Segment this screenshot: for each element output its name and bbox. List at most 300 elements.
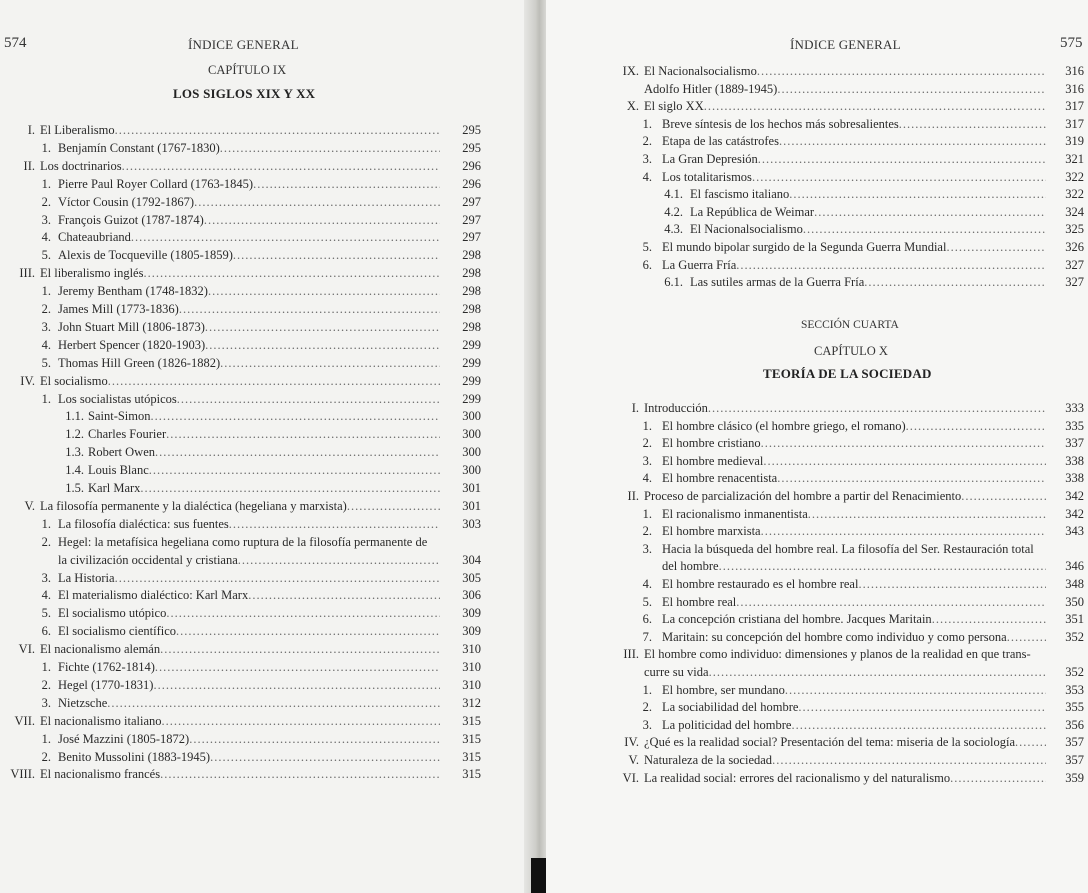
toc-entry-page: 322 bbox=[1065, 169, 1084, 184]
toc-entry-number: 4. bbox=[41, 337, 51, 352]
toc-entry-number: VII. bbox=[14, 713, 35, 728]
toc-entry-number: 1. bbox=[642, 418, 652, 433]
toc-entry-number: 2. bbox=[41, 302, 51, 316]
dot-leader bbox=[950, 770, 1046, 788]
toc-entry-number: 2. bbox=[642, 436, 652, 451]
toc-entry-title: Thomas Hill Green (1826-1882) bbox=[58, 355, 221, 370]
dot-leader bbox=[791, 717, 1046, 735]
dot-leader bbox=[785, 682, 1046, 700]
dot-leader bbox=[808, 506, 1046, 524]
toc-entry bbox=[546, 523, 1088, 541]
toc-entry-page: 305 bbox=[462, 570, 481, 585]
toc-entry bbox=[546, 186, 1088, 204]
toc-entry-title: Hacia la búsqueda del hombre real. La filosofía del Ser. Restauración total bbox=[662, 541, 1034, 556]
toc-entry bbox=[0, 337, 511, 355]
dot-leader bbox=[798, 699, 1046, 717]
toc-entry bbox=[0, 605, 511, 623]
toc-entry bbox=[546, 470, 1088, 488]
toc-entry-page: 357 bbox=[1065, 753, 1084, 767]
toc-entry-page: 351 bbox=[1065, 612, 1084, 627]
toc-entry-page: 352 bbox=[1065, 629, 1084, 644]
dot-leader bbox=[220, 140, 440, 158]
toc-entry bbox=[0, 552, 511, 570]
dot-leader bbox=[238, 552, 440, 570]
dot-leader bbox=[205, 319, 440, 337]
toc-entry-number: 2. bbox=[642, 700, 652, 715]
toc-entry-number: 3. bbox=[41, 212, 51, 227]
dot-leader bbox=[179, 301, 440, 319]
toc-entry bbox=[546, 400, 1088, 418]
toc-entry-page: 296 bbox=[462, 176, 481, 191]
toc-entry bbox=[0, 659, 511, 677]
toc-entry-title: Víctor Cousin (1792-1867) bbox=[58, 194, 195, 209]
toc-entry-title: curre su vida bbox=[644, 665, 709, 679]
dot-leader bbox=[210, 749, 440, 767]
dot-leader bbox=[763, 453, 1046, 471]
toc-entry-title: Pierre Paul Royer Collard (1763-1845) bbox=[58, 176, 254, 191]
toc-entry-title: Charles Fourier bbox=[88, 427, 167, 442]
dot-leader bbox=[176, 623, 440, 641]
toc-entry-title: Introducción bbox=[644, 401, 708, 415]
dot-leader bbox=[204, 212, 440, 230]
toc-entry-page: 324 bbox=[1065, 204, 1084, 219]
dot-leader bbox=[779, 133, 1046, 151]
toc-entry bbox=[546, 257, 1088, 275]
toc-entry bbox=[0, 641, 511, 659]
toc-entry-number: 4. bbox=[642, 471, 652, 486]
toc-entry-number: IV. bbox=[20, 373, 35, 388]
toc-entry-page: 309 bbox=[462, 606, 481, 621]
toc-entry-title: El socialismo bbox=[40, 373, 108, 388]
toc-entry-number: II. bbox=[23, 158, 35, 173]
toc-entry-title: El socialismo científico bbox=[58, 624, 177, 639]
chapter-x-label: CAPÍTULO X bbox=[814, 344, 888, 358]
toc-entry-number: 1. bbox=[642, 682, 652, 697]
toc-entry-number: VIII. bbox=[10, 767, 35, 782]
toc-entry-title: James Mill (1773-1836) bbox=[58, 302, 179, 316]
toc-entry bbox=[546, 558, 1088, 576]
toc-entry-title: Chateaubriand bbox=[58, 230, 131, 245]
toc-entry-title: la civilización occidental y cristiana bbox=[58, 552, 238, 567]
toc-entry-number: V. bbox=[628, 753, 639, 767]
toc-entry-title: Benito Mussolini (1883-1945) bbox=[58, 749, 211, 764]
toc-entry-title: El hombre como individuo: dimensiones y planos de la realidad en que trans- bbox=[644, 647, 1031, 662]
left-page bbox=[0, 0, 532, 893]
toc-entry-title: La sociabilidad del hombre bbox=[662, 700, 799, 715]
toc-entry-number: 1. bbox=[642, 506, 652, 521]
toc-entry-page: 333 bbox=[1065, 401, 1084, 415]
dot-leader bbox=[162, 713, 441, 731]
dot-leader bbox=[160, 641, 440, 659]
toc-entry-page: 321 bbox=[1065, 152, 1084, 166]
toc-entry bbox=[0, 283, 511, 301]
toc-entry-number: IX. bbox=[622, 64, 639, 78]
toc-entry bbox=[546, 133, 1088, 151]
toc-entry-title: El Nacionalsocialismo bbox=[644, 64, 757, 78]
toc-entry-number: VI. bbox=[18, 642, 35, 657]
toc-entry bbox=[0, 444, 511, 462]
dot-leader bbox=[155, 659, 440, 677]
toc-entry-title: Breve síntesis de los hechos más sobresalientes bbox=[662, 116, 899, 131]
toc-entry bbox=[0, 731, 511, 749]
toc-entry-title: El hombre cristiano bbox=[662, 436, 761, 451]
toc-entry-page: 306 bbox=[462, 588, 481, 603]
dot-leader bbox=[736, 257, 1046, 275]
toc-entry-title: El Nacionalsocialismo bbox=[690, 222, 803, 237]
toc-entry-number: VI. bbox=[622, 770, 639, 785]
dot-leader bbox=[719, 558, 1046, 576]
toc-entry-title: El hombre renacentista bbox=[662, 471, 778, 486]
toc-entry bbox=[0, 516, 511, 534]
dot-leader bbox=[194, 194, 440, 212]
toc-entry-title: Hegel (1770-1831) bbox=[58, 677, 154, 692]
dot-leader bbox=[166, 426, 440, 444]
toc-entry-title: El hombre clásico (el hombre griego, el romano) bbox=[662, 418, 906, 433]
dot-leader bbox=[906, 418, 1046, 436]
toc-entry bbox=[0, 587, 511, 605]
dot-leader bbox=[704, 98, 1046, 116]
toc-entry-title: Alexis de Tocqueville (1805-1859) bbox=[58, 248, 233, 263]
toc-entry-page: 338 bbox=[1065, 453, 1084, 468]
toc-entry-title: La concepción cristiana del hombre. Jacques Maritain bbox=[662, 612, 932, 627]
toc-entry-number: 6.1. bbox=[664, 275, 683, 290]
toc-entry bbox=[0, 462, 511, 480]
toc-entry-page: 356 bbox=[1065, 717, 1084, 732]
toc-entry-page: 335 bbox=[1065, 418, 1084, 433]
toc-entry-number: 5. bbox=[41, 248, 51, 263]
toc-entry-page: 301 bbox=[462, 498, 481, 513]
toc-entry-page: 316 bbox=[1065, 81, 1084, 96]
toc-entry-page: 297 bbox=[462, 230, 481, 245]
dot-leader bbox=[220, 355, 440, 373]
toc-entry-number: I. bbox=[27, 123, 35, 137]
toc-entry-number: II. bbox=[627, 489, 639, 503]
section-label: SECCIÓN CUARTA bbox=[801, 319, 899, 331]
dot-leader bbox=[899, 116, 1046, 134]
toc-entry-number: 4. bbox=[642, 169, 652, 184]
toc-entry-page: 355 bbox=[1065, 700, 1084, 715]
toc-entry-number: 4. bbox=[41, 230, 51, 245]
toc-entry-page: 338 bbox=[1065, 471, 1084, 486]
toc-entry bbox=[546, 488, 1088, 506]
toc-entry-title: La politicidad del hombre bbox=[662, 717, 792, 732]
dot-leader bbox=[115, 570, 440, 588]
toc-entry-number: 4. bbox=[642, 577, 652, 591]
toc-entry-page: 317 bbox=[1065, 116, 1084, 131]
dot-leader bbox=[961, 488, 1046, 506]
dot-leader bbox=[108, 373, 440, 391]
toc-entry bbox=[546, 629, 1088, 647]
toc-entry-page: 298 bbox=[462, 302, 481, 316]
toc-entry-title: Maritain: su concepción del hombre como individuo y como persona bbox=[662, 629, 1007, 644]
toc-entry bbox=[0, 498, 511, 516]
toc-entry-number: 6. bbox=[642, 612, 652, 627]
toc-entry-title: Saint-Simon bbox=[88, 409, 151, 424]
dot-leader bbox=[205, 337, 440, 355]
toc-entry bbox=[546, 682, 1088, 700]
toc-entry bbox=[0, 570, 511, 588]
toc-entry bbox=[546, 63, 1088, 81]
toc-entry-title: El Liberalismo bbox=[40, 123, 115, 137]
toc-entry bbox=[0, 426, 511, 444]
toc-entry-page: 315 bbox=[462, 731, 481, 746]
toc-entry-page: 298 bbox=[462, 284, 481, 299]
toc-entry-page: 350 bbox=[1065, 594, 1084, 609]
dot-leader bbox=[708, 400, 1046, 418]
toc-entry bbox=[0, 766, 511, 784]
toc-entry-page: 325 bbox=[1065, 222, 1084, 237]
toc-entry-number: 1. bbox=[642, 116, 652, 131]
toc-entry bbox=[546, 770, 1088, 788]
toc-entry bbox=[0, 623, 511, 641]
toc-entry bbox=[546, 699, 1088, 717]
dot-leader bbox=[777, 470, 1046, 488]
toc-entry-number: 1. bbox=[41, 660, 51, 674]
toc-entry-title: El siglo XX bbox=[644, 99, 704, 114]
toc-entry-number: 1.1. bbox=[65, 409, 84, 424]
toc-entry-page: 297 bbox=[462, 212, 481, 227]
toc-entry-page: 300 bbox=[462, 427, 481, 442]
dot-leader bbox=[946, 239, 1046, 257]
toc-entry-number: 4.1. bbox=[664, 187, 683, 202]
toc-entry bbox=[546, 541, 1088, 559]
dot-leader bbox=[803, 221, 1046, 239]
toc-entry-title: Proceso de parcialización del hombre a partir del Renacimiento bbox=[644, 489, 962, 503]
dot-leader bbox=[758, 151, 1046, 169]
toc-entry-page: 353 bbox=[1065, 682, 1084, 697]
toc-entry-page: 346 bbox=[1065, 559, 1084, 574]
toc-entry bbox=[546, 506, 1088, 524]
toc-entry-page: 299 bbox=[462, 373, 481, 388]
toc-entry-page: 299 bbox=[462, 391, 481, 406]
toc-entry-number: 3. bbox=[41, 695, 51, 710]
toc-entry bbox=[0, 158, 511, 176]
toc-entry-number: 1. bbox=[41, 516, 51, 531]
toc-entry-title: El nacionalismo francés bbox=[40, 767, 161, 782]
dot-leader bbox=[229, 516, 440, 534]
toc-entry-page: 299 bbox=[462, 337, 481, 352]
toc-entry-title: El socialismo utópico bbox=[58, 606, 167, 621]
toc-entry-number: 1.3. bbox=[65, 445, 84, 460]
toc-entry-page: 300 bbox=[462, 445, 481, 460]
toc-entry-page: 295 bbox=[462, 123, 481, 137]
toc-entry-title: Hegel: la metafísica hegeliana como ruptura de la filosofía permanente de bbox=[58, 534, 428, 549]
toc-entry-page: 342 bbox=[1065, 489, 1084, 503]
toc-entry-number: III. bbox=[623, 647, 639, 662]
toc-entry-title: José Mazzini (1805-1872) bbox=[58, 731, 190, 746]
chapter-ix-title: LOS SIGLOS XIX Y XX bbox=[173, 86, 316, 101]
toc-entry-number: 7. bbox=[642, 629, 652, 644]
toc-entry-page: 295 bbox=[462, 140, 481, 155]
toc-entry-title: Karl Marx bbox=[88, 481, 141, 495]
toc-entry-number: 1. bbox=[41, 284, 51, 299]
dot-leader bbox=[347, 498, 440, 516]
toc-entry-page: 315 bbox=[462, 749, 481, 764]
toc-entry-number: 1. bbox=[41, 731, 51, 746]
toc-entry-page: 317 bbox=[1065, 99, 1084, 114]
dot-leader bbox=[253, 176, 440, 194]
toc-entry-title: El hombre marxista bbox=[662, 524, 761, 539]
toc-entry-page: 343 bbox=[1065, 524, 1084, 539]
toc-entry-title: La Guerra Fría bbox=[662, 257, 737, 272]
dot-leader bbox=[761, 435, 1046, 453]
dot-leader bbox=[761, 523, 1046, 541]
toc-entry-page: 352 bbox=[1065, 665, 1084, 679]
toc-entry bbox=[0, 695, 511, 713]
toc-entry-number: III. bbox=[19, 266, 35, 281]
toc-entry bbox=[0, 122, 511, 140]
toc-entry-title: Las sutiles armas de la Guerra Fría bbox=[690, 275, 865, 290]
chapter-ix-label: CAPÍTULO IX bbox=[208, 63, 287, 77]
dot-leader bbox=[789, 186, 1046, 204]
toc-entry-page: 304 bbox=[462, 552, 481, 567]
toc-entry bbox=[546, 594, 1088, 612]
toc-entry-title: del hombre bbox=[662, 559, 719, 574]
toc-entry-title: Robert Owen bbox=[88, 445, 155, 460]
toc-entry bbox=[546, 664, 1088, 682]
toc-entry-page: 297 bbox=[462, 194, 481, 209]
toc-entry-title: El hombre restaurado es el hombre real bbox=[662, 577, 859, 591]
toc-entry-number: 5. bbox=[41, 606, 51, 621]
right-page-header: ÍNDICE GENERAL bbox=[790, 37, 901, 52]
toc-entry-page: 300 bbox=[462, 409, 481, 424]
toc-entry-title: Jeremy Bentham (1748-1832) bbox=[58, 284, 208, 299]
dot-leader bbox=[151, 408, 440, 426]
toc-entry-page: 310 bbox=[462, 660, 481, 674]
toc-entry-page: 315 bbox=[462, 767, 481, 782]
toc-entry-number: 2. bbox=[41, 194, 51, 209]
toc-entry-title: John Stuart Mill (1806-1873) bbox=[58, 319, 205, 334]
toc-entry-number: I. bbox=[631, 401, 639, 415]
toc-entry bbox=[0, 212, 511, 230]
toc-entry bbox=[0, 194, 511, 212]
toc-entry bbox=[0, 229, 511, 247]
toc-entry-title: Los doctrinarios bbox=[40, 158, 122, 173]
toc-entry-title: Naturaleza de la sociedad bbox=[644, 753, 773, 767]
toc-entry-page: 327 bbox=[1065, 257, 1084, 272]
toc-entry-number: 1. bbox=[41, 140, 51, 155]
toc-entry-page: 310 bbox=[462, 642, 481, 657]
toc-entry-number: 4. bbox=[41, 588, 51, 603]
toc-entry-title: Nietzsche bbox=[58, 695, 108, 710]
dot-leader bbox=[107, 695, 440, 713]
chapter-x-title: TEORÍA DE LA SOCIEDAD bbox=[763, 366, 932, 381]
toc-entry-title: El nacionalismo alemán bbox=[40, 642, 161, 657]
toc-entry-title: El nacionalismo italiano bbox=[40, 713, 162, 728]
toc-entry-title: El hombre medieval bbox=[662, 453, 764, 468]
dot-leader bbox=[177, 391, 440, 409]
dot-leader bbox=[140, 480, 440, 498]
dot-leader bbox=[160, 766, 440, 784]
toc-entry-page: 298 bbox=[462, 266, 481, 281]
dot-leader bbox=[858, 576, 1046, 594]
toc-entry bbox=[0, 373, 511, 391]
toc-entry-title: ¿Qué es la realidad social? Presentación del tema: miseria de la sociología bbox=[644, 735, 1016, 750]
left-page-header: ÍNDICE GENERAL bbox=[188, 37, 299, 52]
right-page-number: 575 bbox=[1060, 35, 1083, 51]
toc-entry-title: Louis Blanc bbox=[88, 463, 149, 478]
toc-entry-number: 1.5. bbox=[65, 481, 84, 495]
toc-entry-number: 4.3. bbox=[664, 222, 683, 237]
toc-entry-number: 3. bbox=[642, 717, 652, 732]
toc-entry bbox=[546, 98, 1088, 116]
toc-entry-page: 303 bbox=[462, 516, 481, 531]
dot-leader bbox=[115, 122, 440, 140]
toc-entry bbox=[546, 717, 1088, 735]
dot-leader bbox=[1015, 734, 1046, 752]
toc-entry-title: Los socialistas utópicos bbox=[58, 391, 177, 406]
toc-entry-title: El materialismo dialéctico: Karl Marx bbox=[58, 588, 249, 603]
toc-entry bbox=[546, 418, 1088, 436]
dot-leader bbox=[1007, 629, 1046, 647]
toc-entry-page: 322 bbox=[1065, 187, 1084, 202]
toc-entry-page: 342 bbox=[1065, 506, 1084, 521]
toc-entry-page: 310 bbox=[462, 677, 481, 692]
toc-entry-title: Benjamín Constant (1767-1830) bbox=[58, 140, 220, 155]
toc-entry-number: 2. bbox=[41, 749, 51, 764]
left-page-number: 574 bbox=[4, 35, 27, 51]
toc-entry-title: El liberalismo inglés bbox=[40, 266, 144, 281]
toc-entry bbox=[546, 734, 1088, 752]
toc-entry-title: El fascismo italiano bbox=[690, 187, 790, 202]
toc-entry-title: Herbert Spencer (1820-1903) bbox=[58, 337, 206, 352]
toc-entry bbox=[0, 677, 511, 695]
dot-leader bbox=[736, 594, 1046, 612]
toc-entry bbox=[0, 534, 511, 552]
toc-entry-page: 301 bbox=[462, 481, 481, 495]
toc-entry bbox=[0, 140, 511, 158]
toc-entry bbox=[546, 752, 1088, 770]
toc-entry-title: El mundo bipolar surgido de la Segunda Guerra Mundial bbox=[662, 240, 947, 254]
toc-entry-number: 1. bbox=[41, 391, 51, 406]
toc-entry-title: El hombre real bbox=[662, 594, 737, 609]
dot-leader bbox=[131, 229, 440, 247]
toc-entry-title: Fichte (1762-1814) bbox=[58, 660, 155, 674]
toc-entry-number: 3. bbox=[41, 319, 51, 334]
toc-entry-page: 357 bbox=[1065, 735, 1084, 750]
toc-entry bbox=[0, 301, 511, 319]
toc-entry bbox=[546, 453, 1088, 471]
toc-entry bbox=[546, 239, 1088, 257]
toc-entry bbox=[546, 274, 1088, 292]
dot-leader bbox=[149, 462, 440, 480]
toc-entry-page: 326 bbox=[1065, 240, 1084, 254]
toc-entry-number: 2. bbox=[41, 677, 51, 692]
toc-entry-page: 309 bbox=[462, 624, 481, 639]
toc-entry-page: 298 bbox=[462, 319, 481, 334]
toc-entry-number: 6. bbox=[642, 257, 652, 272]
toc-entry-page: 348 bbox=[1065, 577, 1084, 591]
toc-entry-page: 315 bbox=[462, 713, 481, 728]
dot-leader bbox=[122, 158, 440, 176]
toc-entry-number: 3. bbox=[642, 453, 652, 468]
dot-leader bbox=[709, 664, 1046, 682]
toc-entry-number: 3. bbox=[642, 541, 652, 556]
toc-entry bbox=[0, 176, 511, 194]
toc-entry-page: 298 bbox=[462, 248, 481, 263]
toc-entry-title: La Gran Depresión bbox=[662, 152, 758, 166]
dot-leader bbox=[777, 81, 1046, 99]
toc-entry-number: V. bbox=[24, 498, 35, 513]
toc-entry bbox=[546, 81, 1088, 99]
toc-entry-number: 1.4. bbox=[65, 463, 84, 478]
toc-entry bbox=[0, 713, 511, 731]
dot-leader bbox=[752, 169, 1046, 187]
toc-entry-number: 1.2. bbox=[65, 427, 84, 442]
dot-leader bbox=[166, 605, 440, 623]
toc-entry-number: 3. bbox=[642, 152, 652, 166]
toc-entry bbox=[546, 611, 1088, 629]
